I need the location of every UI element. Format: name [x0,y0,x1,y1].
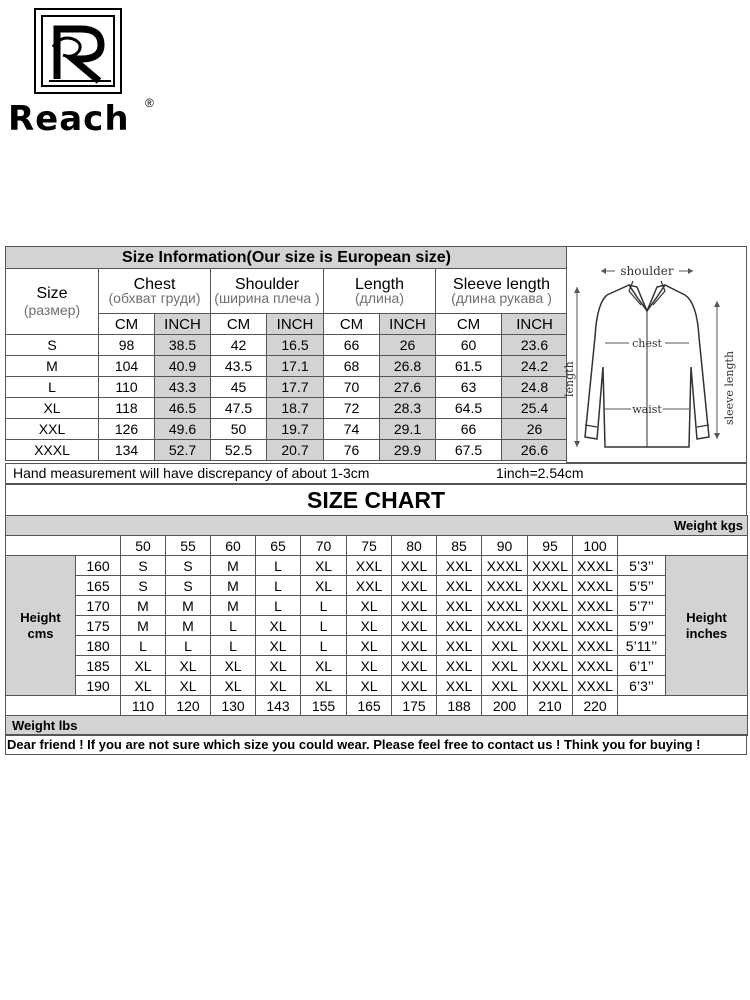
size-label: XL [6,398,99,419]
recommended-size: L [256,596,301,616]
size-value: 46.5 [155,398,211,419]
height-row [6,576,748,596]
inch-conversion-note: 1inch=2.54cm [496,465,584,481]
size-value: 24.2 [502,356,568,377]
recommended-size: L [301,596,347,616]
height-cm-value: 170 [76,596,121,616]
recommended-size: S [166,576,211,596]
recommended-size: XL [301,576,347,596]
size-value: 61.5 [436,356,502,377]
weight-kg-value: 80 [392,536,437,556]
waist-label: waist [632,403,662,416]
recommended-size: XXXL [573,676,618,696]
size-row [6,356,568,377]
recommended-size: L [211,616,256,636]
recommended-size: XL [347,596,392,616]
size-value: 68 [324,356,380,377]
recommended-size: XXXL [482,596,528,616]
height-inch-value: 6’1’’ [618,656,666,676]
recommended-size: M [211,556,256,576]
shirt-measurement-diagram [563,246,747,463]
recommended-size: S [166,556,211,576]
unit-header: INCH [155,314,211,335]
size-row [6,377,568,398]
size-value: 24.8 [502,377,568,398]
size-value: 118 [99,398,155,419]
size-value: 66 [324,335,380,356]
recommended-size: M [211,596,256,616]
recommended-size: XXL [392,676,437,696]
brand-name: Reach [8,99,130,139]
recommended-size: XL [256,616,301,636]
blank-cell [6,696,121,716]
height-inch-value: 6’3’’ [618,676,666,696]
size-value: 104 [99,356,155,377]
size-value: 50 [211,419,267,440]
unit-header: CM [436,314,502,335]
recommended-size: L [256,556,301,576]
height-inch-value: 5’7’’ [618,596,666,616]
discrepancy-note: Hand measurement will have discrepancy of about 1-3cm [13,465,370,481]
blank-cell [618,696,748,716]
unit-header: INCH [380,314,436,335]
recommended-size: XXXL [528,556,573,576]
size-value: 26 [380,335,436,356]
recommended-size: XL [211,676,256,696]
shoulder-label: shoulder [620,264,674,278]
weight-kg-value: 50 [121,536,166,556]
unit-header: CM [324,314,380,335]
size-value: 74 [324,419,380,440]
weight-kg-value: 65 [256,536,301,556]
weight-lb-value: 165 [347,696,392,716]
recommended-size: XL [211,656,256,676]
recommended-size: XL [256,636,301,656]
recommended-size: L [121,636,166,656]
recommended-size: L [166,636,211,656]
size-row [6,440,568,461]
size-value: 26.6 [502,440,568,461]
weight-lb-value: 175 [392,696,437,716]
recommended-size: XL [256,656,301,676]
size-value: 64.5 [436,398,502,419]
weight-lb-value: 188 [437,696,482,716]
size-value: 26 [502,419,568,440]
size-chart-title: SIZE CHART [5,484,747,516]
size-info-title: Size Information(Our size is European size) [6,247,568,269]
recommended-size: XXL [437,616,482,636]
sleeve-length-header: Sleeve length (длина рукава ) [436,269,568,314]
recommended-size: XXXL [482,616,528,636]
recommended-size: M [166,616,211,636]
recommended-size: XXXL [482,576,528,596]
weight-kg-value: 75 [347,536,392,556]
height-cm-value: 165 [76,576,121,596]
recommended-size: XXXL [573,576,618,596]
recommended-size: XXXL [573,556,618,576]
recommended-size: XXXL [528,676,573,696]
height-row [6,596,748,616]
size-label: S [6,335,99,356]
brand-logo [8,8,158,139]
recommended-size: XXL [392,596,437,616]
size-value: 134 [99,440,155,461]
height-inch-value: 5’5’’ [618,576,666,596]
recommended-size: XXL [482,676,528,696]
size-value: 43.3 [155,377,211,398]
size-value: 110 [99,377,155,398]
recommended-size: XL [301,656,347,676]
recommended-size: XL [166,676,211,696]
size-value: 98 [99,335,155,356]
registered-mark: ® [145,96,154,110]
height-inches-label: Height inches [666,556,748,696]
length-header: Length (длина) [324,269,436,314]
size-value: 25.4 [502,398,568,419]
sleeve-length-label: sleeve length [723,350,736,425]
height-cm-value: 175 [76,616,121,636]
height-row [6,556,748,576]
size-value: 43.5 [211,356,267,377]
recommended-size: M [121,616,166,636]
recommended-size: XL [347,676,392,696]
height-row [6,616,748,636]
recommended-size: XL [121,656,166,676]
weight-lb-value: 130 [211,696,256,716]
size-value: 76 [324,440,380,461]
weight-kg-value: 70 [301,536,347,556]
recommended-size: XXL [437,636,482,656]
unit-header: INCH [502,314,568,335]
size-value: 17.1 [267,356,324,377]
size-row [6,419,568,440]
recommended-size: M [211,576,256,596]
weight-kg-value: 90 [482,536,528,556]
recommended-size: XL [166,656,211,676]
size-label: M [6,356,99,377]
weight-kgs-label: Weight kgs [6,516,748,536]
size-value: 60 [436,335,502,356]
recommended-size: XXL [437,596,482,616]
recommended-size: XXL [437,556,482,576]
recommended-size: XXXL [528,616,573,636]
recommended-size: XXL [482,656,528,676]
size-value: 20.7 [267,440,324,461]
size-value: 70 [324,377,380,398]
length-label: length [563,361,576,397]
size-label: XXL [6,419,99,440]
unit-header: CM [99,314,155,335]
recommended-size: XXL [392,636,437,656]
recommended-size: XXL [482,636,528,656]
recommended-size: XL [256,676,301,696]
recommended-size: S [121,576,166,596]
height-cms-label: Height cms [6,556,76,696]
size-value: 63 [436,377,502,398]
height-row [6,636,748,656]
size-value: 42 [211,335,267,356]
recommended-size: M [121,596,166,616]
size-value: 52.7 [155,440,211,461]
recommended-size: S [121,556,166,576]
recommended-size: M [166,596,211,616]
height-cm-value: 185 [76,656,121,676]
size-column-header: Size (размер) [6,269,99,335]
contact-note: Dear friend ! If you are not sure which size you could wear. Please feel free to contact us ! Think you for buying ! [5,734,747,755]
recommended-size: XXL [437,656,482,676]
recommended-size: L [301,616,347,636]
size-value: 29.9 [380,440,436,461]
height-weight-body [6,536,748,716]
size-info-body [6,335,568,461]
shirt-diagram-icon [563,247,746,462]
recommended-size: XXXL [573,616,618,636]
size-label: XXXL [6,440,99,461]
blank-cell [6,536,121,556]
size-row [6,398,568,419]
recommended-size: XXXL [528,636,573,656]
recommended-size: L [301,636,347,656]
size-value: 23.6 [502,335,568,356]
size-row [6,335,568,356]
recommended-size: XL [301,676,347,696]
recommended-size: XL [347,636,392,656]
recommended-size: XL [301,556,347,576]
height-weight-size-chart [5,515,748,736]
recommended-size: XXL [392,656,437,676]
weight-lb-value: 220 [573,696,618,716]
size-value: 28.3 [380,398,436,419]
recommended-size: XL [121,676,166,696]
recommended-size: XXL [347,556,392,576]
size-info-table [5,246,568,461]
recommended-size: XXL [392,616,437,636]
recommended-size: XXXL [573,596,618,616]
recommended-size: XXXL [573,636,618,656]
size-value: 47.5 [211,398,267,419]
weight-kg-value: 60 [211,536,256,556]
chest-header: Chest (обхват груди) [99,269,211,314]
size-value: 40.9 [155,356,211,377]
weight-lb-value: 110 [121,696,166,716]
size-value: 67.5 [436,440,502,461]
size-value: 29.1 [380,419,436,440]
weight-lbs-row [6,696,748,716]
weight-kg-value: 85 [437,536,482,556]
height-inch-value: 5’9’’ [618,616,666,636]
height-inch-value: 5’3’’ [618,556,666,576]
height-inch-value: 5’11’’ [618,636,666,656]
height-cm-value: 180 [76,636,121,656]
recommended-size: XL [347,616,392,636]
size-value: 38.5 [155,335,211,356]
recommended-size: L [211,636,256,656]
recommended-size: XXXL [482,556,528,576]
unit-header: INCH [267,314,324,335]
weight-lb-value: 143 [256,696,301,716]
size-value: 45 [211,377,267,398]
shoulder-header: Shoulder (ширина плеча ) [211,269,324,314]
recommended-size: XXXL [573,656,618,676]
height-cm-value: 160 [76,556,121,576]
weight-lbs-label: Weight lbs [6,716,748,736]
size-label: L [6,377,99,398]
size-value: 26.8 [380,356,436,377]
unit-header: CM [211,314,267,335]
size-value: 27.6 [380,377,436,398]
logo-monogram-icon [43,17,117,89]
logo-mark [34,8,122,94]
size-value: 72 [324,398,380,419]
recommended-size: XXL [392,556,437,576]
weight-kg-value: 55 [166,536,211,556]
recommended-size: XL [347,656,392,676]
blank-cell [618,536,748,556]
chest-label: chest [632,337,662,350]
weight-lb-value: 200 [482,696,528,716]
size-value: 66 [436,419,502,440]
size-value: 19.7 [267,419,324,440]
recommended-size: XXXL [528,576,573,596]
size-value: 18.7 [267,398,324,419]
height-row [6,676,748,696]
size-value: 52.5 [211,440,267,461]
recommended-size: XXL [392,576,437,596]
recommended-size: XXXL [528,596,573,616]
weight-lb-value: 120 [166,696,211,716]
height-row [6,656,748,676]
size-value: 126 [99,419,155,440]
weight-lb-value: 155 [301,696,347,716]
weight-kg-value: 100 [573,536,618,556]
measurement-note-row [5,463,747,484]
weight-kgs-row [6,536,748,556]
weight-lb-value: 210 [528,696,573,716]
recommended-size: L [256,576,301,596]
size-value: 16.5 [267,335,324,356]
recommended-size: XXXL [528,656,573,676]
recommended-size: XXL [347,576,392,596]
recommended-size: XXL [437,576,482,596]
size-value: 49.6 [155,419,211,440]
recommended-size: XXL [437,676,482,696]
height-cm-value: 190 [76,676,121,696]
weight-kg-value: 95 [528,536,573,556]
size-value: 17.7 [267,377,324,398]
